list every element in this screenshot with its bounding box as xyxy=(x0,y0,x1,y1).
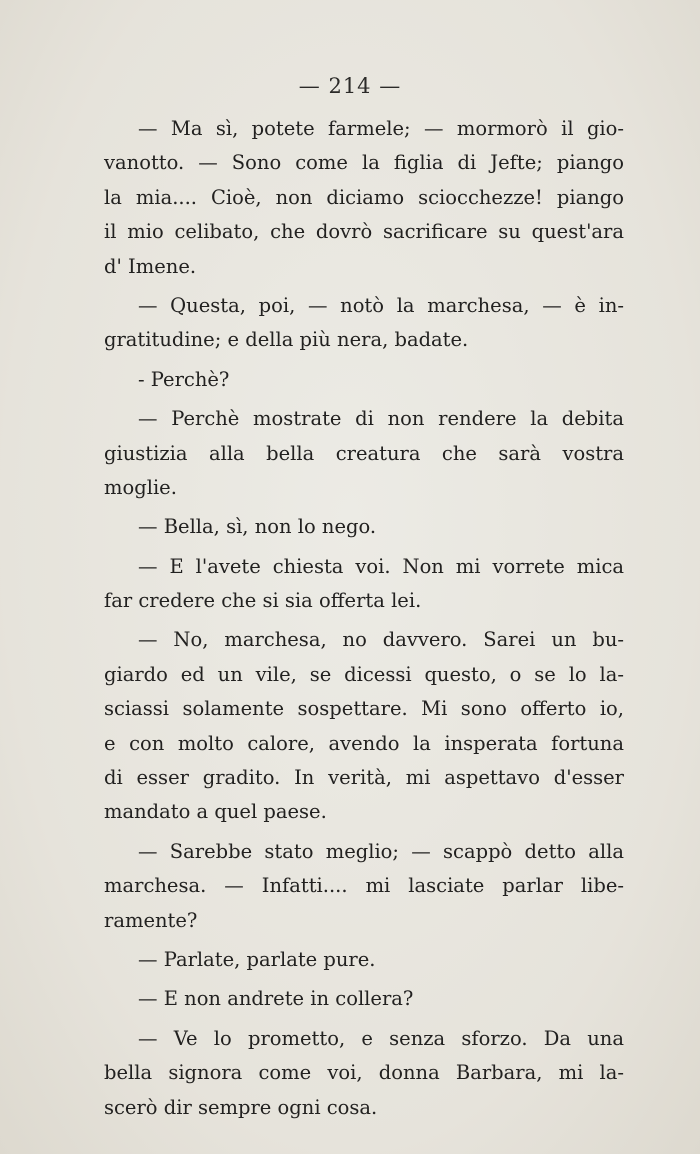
page-number: — 214 — xyxy=(298,74,402,98)
text-line: di esser gradito. In verità, mi aspettavo d'esser xyxy=(104,766,624,790)
text-line: gratitudine; e della più nera, badate. xyxy=(104,328,469,352)
text-line: la mia.... Cioè, non diciamo sciocchezze! piango xyxy=(104,185,624,209)
text-line: il mio celibato, che dovrò sacrificare su quest'ara xyxy=(104,220,624,244)
text-line: — E l'avete chiesta voi. Non mi vorrete mica xyxy=(138,554,624,578)
text-line: - Perchè? xyxy=(138,367,230,391)
text-line: sciassi solamente sospettare. Mi sono offerto io, xyxy=(104,697,624,721)
text-line: — Parlate, parlate pure. xyxy=(138,947,376,971)
text-line: — Questa, poi, — notò la marchesa, — è in- xyxy=(138,293,624,317)
text-line: ramente? xyxy=(104,908,198,932)
text-line: — Perchè mostrate di non rendere la debita xyxy=(138,407,624,431)
text-line: — Bella, sì, non lo nego. xyxy=(138,515,377,539)
text-line: marchesa. — Infatti.... mi lasciate parlar libe- xyxy=(104,874,624,898)
text-line: — Sarebbe stato meglio; — scappò detto alla xyxy=(138,839,624,863)
text-line: — Ma sì, potete farmele; — mormorò il gio- xyxy=(138,117,624,140)
text-line: — No, marchesa, no davvero. Sarei un bu- xyxy=(138,628,624,652)
text-line: — E non andrete in collera? xyxy=(138,987,414,1011)
body-text xyxy=(104,112,624,1125)
text-line: moglie. xyxy=(104,475,177,499)
text-line: far credere che si sia offerta lei. xyxy=(104,589,422,613)
text-line: giardo ed un vile, se dicessi questo, o se lo la- xyxy=(104,662,624,686)
text-line: e con molto calore, avendo la insperata fortuna xyxy=(104,731,624,755)
text-line: scerò dir sempre ogni cosa. xyxy=(104,1095,378,1119)
text-line: d' Imene. xyxy=(104,254,197,278)
text-line: — Ve lo prometto, e senza sforzo. Da una xyxy=(138,1026,624,1050)
text-line: bella signora come voi, donna Barbara, mi la- xyxy=(104,1061,624,1085)
text-line: vanotto. — Sono come la figlia di Jefte; piango xyxy=(104,151,624,175)
text-line: mandato a quel paese. xyxy=(104,800,327,824)
text-line: giustizia alla bella creatura che sarà vostra xyxy=(104,441,624,465)
